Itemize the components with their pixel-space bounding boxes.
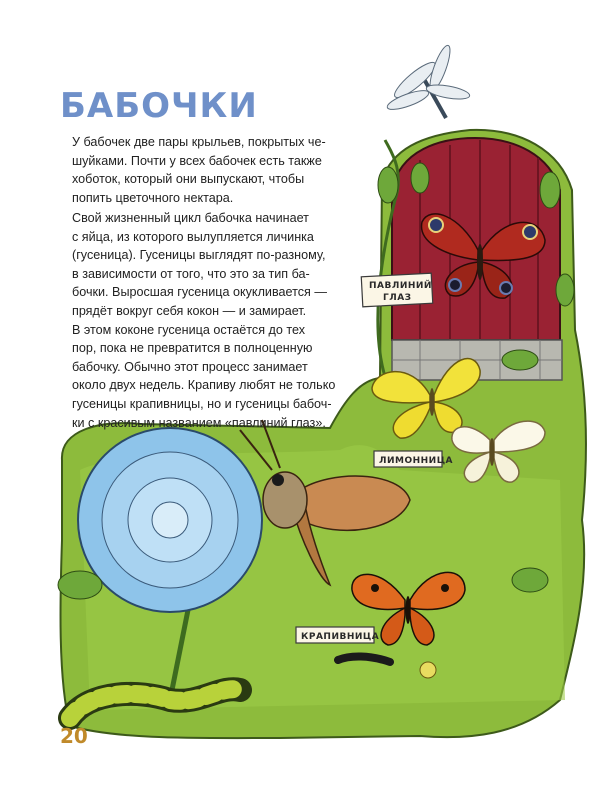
text-line: гусеницы крапивницы, но и гусеницы бабоч- [72, 396, 332, 411]
text-line: попить цветочного нектара. [72, 190, 234, 205]
leaf-icon [512, 568, 548, 592]
paragraph-lifecycle [72, 209, 342, 432]
svg-text:ЛИМОННИЦА: ЛИМОННИЦА [379, 456, 454, 466]
text-line: в зависимости от того, что это за тип ба- [72, 266, 310, 281]
text-line: шуйками. Почти у всех бабочек есть также [72, 153, 322, 168]
text-line: с яйца, из которого вылупляется личинка [72, 229, 314, 244]
text-line: У бабочек две пары крыльев, покрытых че- [72, 135, 326, 149]
page-number: 20 [60, 724, 88, 748]
svg-text:ГЛАЗ: ГЛАЗ [383, 293, 412, 303]
svg-text:КРАПИВНИЦА: КРАПИВНИЦА [301, 632, 380, 642]
page-title: БАБОЧКИ [60, 86, 258, 126]
text-line: прядёт вокруг себя кокон — и замирает. [72, 303, 307, 318]
text-line: ки с красивым названием «павлиний глаз». [72, 415, 326, 430]
label-peacock [361, 273, 432, 307]
text-line: (гусеница). Гусеницы выглядят по-разному, [72, 248, 326, 263]
leaf-icon [58, 571, 102, 599]
paragraph-intro [72, 133, 342, 207]
text-line: хоботок, который они выпускают, чтобы [72, 172, 305, 187]
text-line: Свой жизненный цикл бабочка начинает [72, 211, 309, 225]
text-line: около двух недель. Крапиву любят не только [72, 378, 336, 393]
label-tortoiseshell [296, 627, 379, 643]
text-line: В этом коконе гусеница остаётся до тех [72, 322, 306, 337]
text-line: бочки. Выросшая гусеница окукливается — [72, 285, 327, 300]
svg-text:ПАВЛИНИЙ: ПАВЛИНИЙ [369, 281, 432, 291]
leaf-icon [502, 350, 538, 370]
dragonfly-icon [385, 43, 470, 118]
label-brimstone [374, 451, 453, 467]
text-line: пор, пока не превратится в полноценную [72, 341, 313, 356]
text-line: бабочку. Обычно этот процесс занимает [72, 359, 308, 374]
